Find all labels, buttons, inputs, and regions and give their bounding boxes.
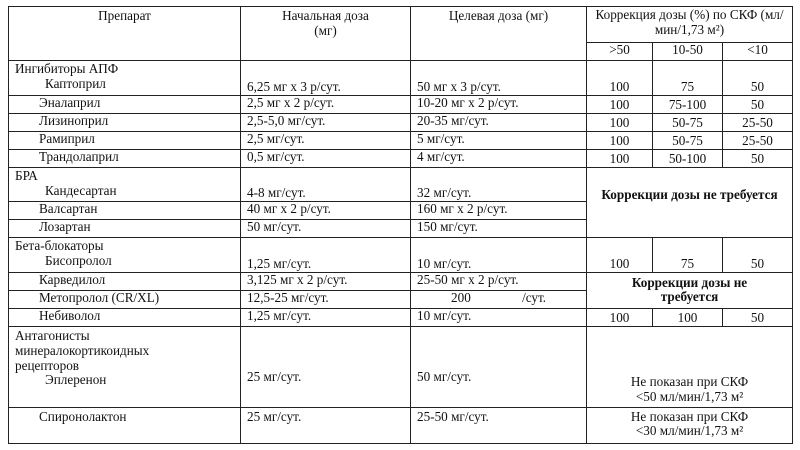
note-line: <30 мл/мин/1,73 м² <box>635 423 744 439</box>
header-gfr-lt10: <10 <box>723 43 793 61</box>
drug-name: Трандолаприл <box>9 149 241 167</box>
gfr-value: 75-100 <box>653 95 723 113</box>
gfr-value: 100 <box>587 113 653 131</box>
gfr-value: 100 <box>587 95 653 113</box>
gfr-value: 100 <box>587 238 653 272</box>
start-dose: 40 мг x 2 р/сут. <box>241 202 411 220</box>
start-dose: 25 мг/сут. <box>241 407 411 443</box>
target-dose: 50 мг x 3 р/сут. <box>411 61 587 95</box>
table-row-drug <box>9 327 241 408</box>
target-dose: 50 мг/сут. <box>411 327 587 408</box>
header-gfr-gt50: >50 <box>587 43 653 61</box>
header-drug: Препарат <box>9 7 241 61</box>
drug-name: Эплеренон <box>45 372 107 388</box>
drug-name: Валсартан <box>9 202 241 220</box>
drug-name: Кандесартан <box>45 182 117 198</box>
start-dose: 50 мг/сут. <box>241 220 411 238</box>
header-start-dose: Начальная доза (мг) <box>241 7 411 61</box>
group-name-ace: Ингибиторы АПФ <box>15 61 119 77</box>
target-dose: 20-35 мг/сут. <box>411 113 587 131</box>
spironolactone-note <box>587 407 793 443</box>
beta-correction-note <box>587 272 793 308</box>
start-dose: 6,25 мг x 3 р/сут. <box>241 61 411 95</box>
start-dose: 0,5 мг/сут. <box>241 149 411 167</box>
gfr-value: 50 <box>723 238 793 272</box>
target-dose <box>411 290 587 308</box>
drug-name: Лизиноприл <box>9 113 241 131</box>
target-dose-unit: /сут. <box>522 290 547 305</box>
correction-note-text: Коррекции дозы не требуется <box>601 187 778 203</box>
dose-correction-table <box>8 6 793 444</box>
target-dose: 25-50 мг/сут. <box>411 407 587 443</box>
table-row-drug <box>9 61 241 95</box>
gfr-value: 50 <box>723 149 793 167</box>
drug-name: Небиволол <box>9 308 241 326</box>
group-name-mra-line1: Антагонисты <box>15 328 90 344</box>
start-dose: 1,25 мг/сут. <box>241 308 411 326</box>
gfr-value: 75 <box>653 238 723 272</box>
gfr-value: 100 <box>653 308 723 326</box>
gfr-value: 50 <box>723 61 793 95</box>
start-dose: 3,125 мг x 2 р/сут. <box>241 272 411 290</box>
target-dose: 10-20 мг x 2 р/сут. <box>411 95 587 113</box>
start-dose: 2,5 мг/сут. <box>241 131 411 149</box>
target-dose: 32 мг/сут. <box>411 168 587 202</box>
arb-correction-note <box>587 168 793 238</box>
gfr-value: 100 <box>587 61 653 95</box>
target-dose: 150 мг/сут. <box>411 220 587 238</box>
eplerenone-note <box>587 327 793 408</box>
note-line: <50 мл/мин/1,73 м² <box>635 388 744 404</box>
drug-name: Каптоприл <box>45 76 106 92</box>
start-dose: 1,25 мг/сут. <box>241 238 411 272</box>
group-name-beta: Бета-блокаторы <box>15 238 104 254</box>
drug-name: Карведилол <box>9 272 241 290</box>
target-dose: 10 мг/сут. <box>411 238 587 272</box>
table-row-drug <box>9 238 241 272</box>
header-target-dose: Целевая доза (мг) <box>411 7 587 61</box>
target-dose: 5 мг/сут. <box>411 131 587 149</box>
note-line: Не показан при СКФ <box>630 374 749 390</box>
gfr-value: 25-50 <box>723 131 793 149</box>
target-dose: 10 мг/сут. <box>411 308 587 326</box>
gfr-value: 100 <box>587 131 653 149</box>
start-dose: 2,5-5,0 мг/сут. <box>241 113 411 131</box>
start-dose: 25 мг/сут. <box>241 327 411 408</box>
drug-name: Спиронолактон <box>9 407 241 443</box>
group-name-mra-line3: рецепторов <box>15 357 80 373</box>
gfr-value: 100 <box>587 308 653 326</box>
header-correction <box>587 7 793 43</box>
gfr-value: 50 <box>723 308 793 326</box>
target-dose: 160 мг x 2 р/сут. <box>411 202 587 220</box>
drug-name: Эналаприл <box>9 95 241 113</box>
header-gfr-10-50: 10-50 <box>653 43 723 61</box>
note-line: Не показан при СКФ <box>630 408 749 424</box>
gfr-value: 25-50 <box>723 113 793 131</box>
start-dose: 4-8 мг/сут. <box>241 168 411 202</box>
table-row-drug <box>9 168 241 202</box>
target-dose: 25-50 мг x 2 р/сут. <box>411 272 587 290</box>
group-name-arb: БРА <box>15 168 38 184</box>
start-dose: 12,5-25 мг/сут. <box>241 290 411 308</box>
target-dose-number: 200 <box>451 290 471 305</box>
gfr-value: 50-100 <box>653 149 723 167</box>
gfr-value: 50-75 <box>653 113 723 131</box>
gfr-value: 100 <box>587 149 653 167</box>
drug-name: Рамиприл <box>9 131 241 149</box>
start-dose: 2,5 мг x 2 р/сут. <box>241 95 411 113</box>
header-correction-text: Коррекция дозы (%) по СКФ (мл/мин/1,73 м²) <box>595 7 784 37</box>
gfr-value: 50 <box>723 95 793 113</box>
group-name-mra-line2: минералокортикоидных <box>15 342 150 358</box>
target-dose: 4 мг/сут. <box>411 149 587 167</box>
drug-name: Бисопролол <box>45 253 112 269</box>
drug-name: Лозартан <box>9 220 241 238</box>
gfr-value: 75 <box>653 61 723 95</box>
gfr-value: 50-75 <box>653 131 723 149</box>
correction-note-text: Коррекции дозы не требуется <box>631 274 748 305</box>
drug-name: Метопролол (CR/XL) <box>9 290 241 308</box>
